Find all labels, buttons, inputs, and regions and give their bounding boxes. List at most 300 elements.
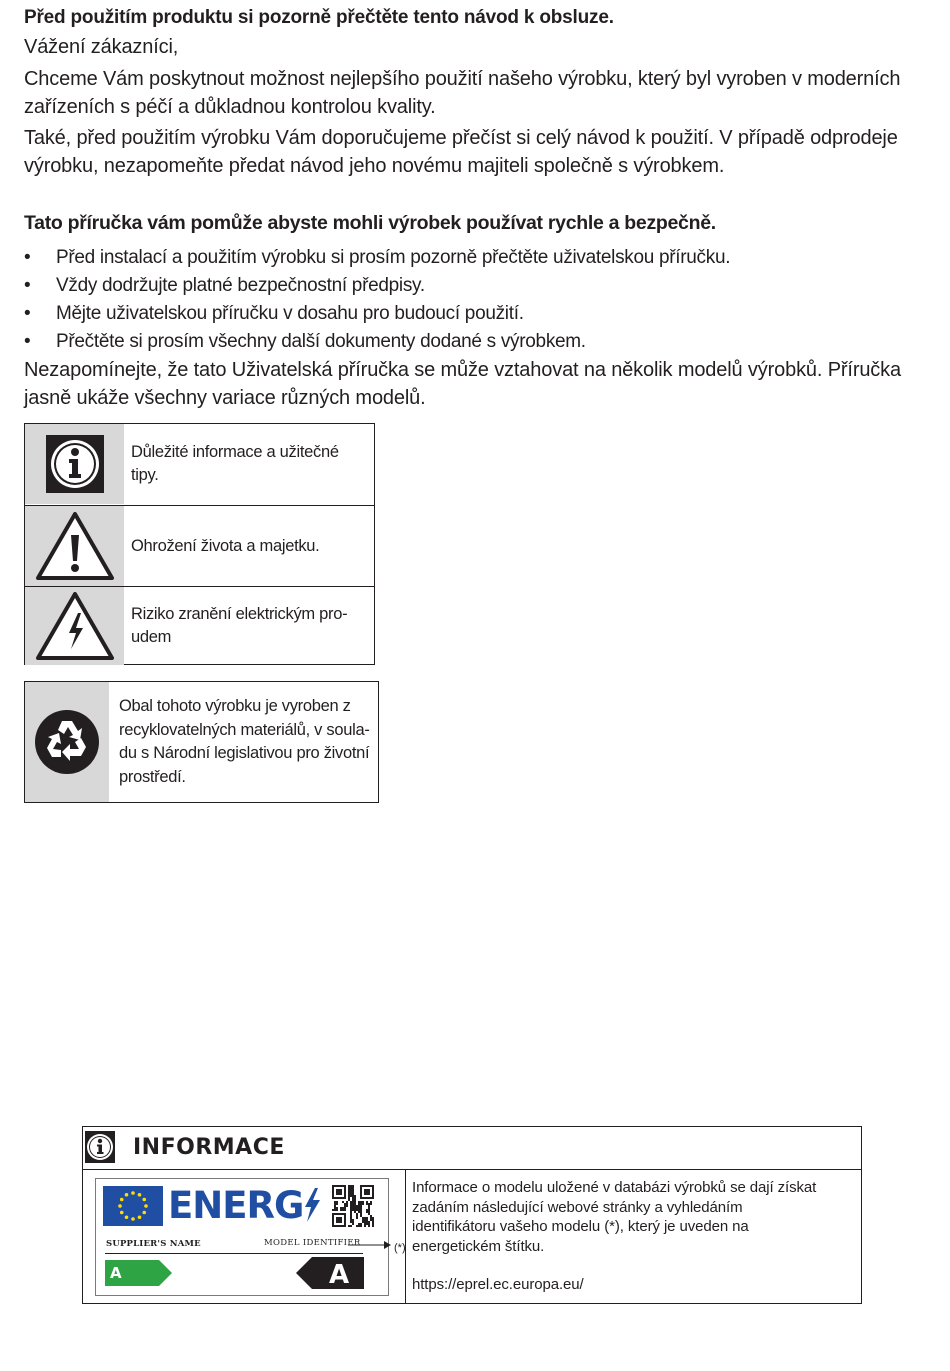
eu-star: [131, 1191, 135, 1195]
qr-module: [338, 1189, 340, 1191]
qr-module: [342, 1185, 344, 1187]
qr-module: [334, 1185, 336, 1187]
qr-module: [340, 1213, 342, 1215]
eu-star: [142, 1211, 146, 1215]
qr-module: [356, 1215, 358, 1217]
qr-module: [362, 1217, 364, 1219]
qr-module: [356, 1225, 358, 1227]
energy-class-arrow-right: [296, 1257, 364, 1289]
symbol-description: Ohrožení života a majetku.: [131, 536, 320, 555]
qr-module: [342, 1213, 344, 1215]
qr-module: [350, 1193, 352, 1195]
eprel-link[interactable]: https://eprel.ec.europa.eu/: [412, 1276, 584, 1293]
text-line: Chceme Vám poskytnout možnost nejlepšího použití našeho výrobku, který byl vyroben v moderních: [24, 68, 901, 90]
text-line: Obal tohoto výrobku je vyroben z: [119, 697, 351, 715]
qr-module: [336, 1213, 338, 1215]
info-icon: [85, 1131, 115, 1163]
qr-module: [348, 1197, 350, 1199]
arrow-right-icon: [348, 1240, 392, 1250]
qr-module: [332, 1185, 334, 1187]
qr-module: [354, 1201, 356, 1203]
qr-module: [352, 1195, 354, 1197]
qr-module: [332, 1193, 334, 1195]
supplier-name-label: SUPPLIER'S NAME: [106, 1239, 201, 1249]
qr-module: [360, 1189, 362, 1191]
symbol-row-electric: [25, 586, 374, 665]
qr-module: [352, 1191, 354, 1193]
lightning-icon: [303, 1188, 321, 1222]
qr-module: [360, 1205, 362, 1207]
qr-module: [340, 1209, 342, 1211]
qr-module: [344, 1197, 346, 1199]
qr-module: [336, 1191, 338, 1193]
model-identifier-label: MODEL IDENTIFIER: [264, 1238, 361, 1248]
qr-module: [352, 1185, 354, 1187]
qr-module: [366, 1185, 368, 1187]
qr-module: [340, 1207, 342, 1209]
qr-module: [342, 1209, 344, 1211]
qr-module: [364, 1223, 366, 1225]
text-line: Také, před použitím výrobku Vám doporučujeme přečíst si celý návod k použití. V případě odprodeje: [24, 127, 898, 149]
symbols-table: [24, 423, 375, 665]
qr-module: [368, 1211, 370, 1213]
qr-module: [338, 1221, 340, 1223]
qr-module: [360, 1215, 362, 1217]
qr-module: [364, 1217, 366, 1219]
qr-module: [336, 1189, 338, 1191]
qr-module: [360, 1223, 362, 1225]
qr-module: [360, 1193, 362, 1195]
qr-module: [358, 1225, 360, 1227]
energy-class-right: A: [329, 1260, 350, 1289]
qr-module: [336, 1219, 338, 1221]
qr-module: [364, 1193, 366, 1195]
qr-module: [362, 1221, 364, 1223]
qr-module: [334, 1197, 336, 1199]
qr-module: [372, 1187, 374, 1189]
qr-module: [338, 1217, 340, 1219]
qr-module: [360, 1207, 362, 1209]
qr-module: [354, 1199, 356, 1201]
qr-module: [332, 1225, 334, 1227]
qr-module: [354, 1205, 356, 1207]
qr-module: [332, 1223, 334, 1225]
qr-module: [332, 1195, 334, 1197]
list-item: • Před instalací a použitím výrobku si prosím pozorně přečtěte uživatelskou příručku.: [24, 244, 730, 272]
qr-module: [334, 1225, 336, 1227]
qr-module: [340, 1191, 342, 1193]
qr-module: [348, 1199, 350, 1201]
qr-module: [356, 1209, 358, 1211]
qr-module: [348, 1185, 350, 1187]
qr-module: [342, 1225, 344, 1227]
qr-module: [350, 1225, 352, 1227]
qr-module: [336, 1193, 338, 1195]
energy-label: [95, 1178, 406, 1296]
qr-module: [338, 1225, 340, 1227]
qr-module: [368, 1221, 370, 1223]
qr-module: [344, 1225, 346, 1227]
list-item: • Vždy dodržujte platné bezpečnostní předpisy.: [24, 272, 730, 300]
qr-module: [348, 1193, 350, 1195]
qr-code-icon: [332, 1185, 374, 1227]
symbol-row-warning: [25, 505, 374, 586]
qr-module: [364, 1219, 366, 1221]
qr-module: [358, 1211, 360, 1213]
qr-module: [350, 1219, 352, 1221]
qr-module: [344, 1215, 346, 1217]
qr-module: [354, 1195, 356, 1197]
qr-module: [364, 1197, 366, 1199]
qr-module: [372, 1193, 374, 1195]
qr-module: [372, 1217, 374, 1219]
qr-module: [352, 1189, 354, 1191]
qr-module: [360, 1187, 362, 1189]
qr-module: [352, 1205, 354, 1207]
qr-module: [338, 1185, 340, 1187]
qr-module: [338, 1191, 340, 1193]
qr-module: [352, 1197, 354, 1199]
qr-module: [336, 1201, 338, 1203]
qr-module: [366, 1217, 368, 1219]
qr-module: [360, 1203, 362, 1205]
qr-module: [338, 1193, 340, 1195]
qr-module: [352, 1207, 354, 1209]
qr-module: [352, 1209, 354, 1211]
text-line: energetickém štítku.: [412, 1237, 545, 1255]
qr-module: [372, 1197, 374, 1199]
qr-module: [350, 1185, 352, 1187]
qr-module: [366, 1197, 368, 1199]
qr-module: [356, 1207, 358, 1209]
guide-heading: Tato příručka vám pomůže abyste mohli výrobek používat rychle a bezpečně.: [24, 212, 716, 234]
qr-module: [346, 1201, 348, 1203]
eu-star: [138, 1193, 142, 1197]
qr-module: [368, 1209, 370, 1211]
qr-module: [368, 1203, 370, 1205]
qr-module: [350, 1203, 352, 1205]
qr-module: [360, 1225, 362, 1227]
qr-module: [344, 1209, 346, 1211]
qr-module: [354, 1211, 356, 1213]
qr-module: [336, 1209, 338, 1211]
qr-module: [332, 1187, 334, 1189]
qr-module: [366, 1221, 368, 1223]
qr-module: [338, 1197, 340, 1199]
information-header: [83, 1127, 861, 1170]
qr-module: [372, 1225, 374, 1227]
qr-module: [352, 1221, 354, 1223]
qr-module: [344, 1217, 346, 1219]
qr-module: [352, 1219, 354, 1221]
qr-module: [342, 1201, 344, 1203]
qr-module: [372, 1185, 374, 1187]
qr-module: [368, 1193, 370, 1195]
qr-module: [338, 1219, 340, 1221]
qr-module: [372, 1191, 374, 1193]
qr-module: [360, 1209, 362, 1211]
qr-module: [332, 1221, 334, 1223]
qr-module: [370, 1219, 372, 1221]
qr-module: [350, 1187, 352, 1189]
energy-class-arrow-left: [105, 1260, 173, 1286]
qr-module: [350, 1209, 352, 1211]
qr-module: [366, 1203, 368, 1205]
eu-star: [144, 1204, 148, 1208]
information-title: INFORMACE: [133, 1135, 285, 1160]
qr-module: [360, 1195, 362, 1197]
qr-module: [354, 1209, 356, 1211]
qr-module: [368, 1207, 370, 1209]
qr-module: [360, 1213, 362, 1215]
intro-paragraph-1: [24, 65, 904, 121]
qr-module: [362, 1219, 364, 1221]
qr-module: [368, 1205, 370, 1207]
qr-module: [368, 1185, 370, 1187]
model-marker: (*): [394, 1242, 406, 1254]
qr-module: [360, 1197, 362, 1199]
qr-module: [344, 1195, 346, 1197]
text-line: zadáním následující webové stránky a vyhledáním: [412, 1198, 743, 1216]
text-line: Informace o modelu uložené v databázi výrobků se dají získat: [412, 1179, 817, 1196]
eu-star: [142, 1198, 146, 1202]
qr-module: [334, 1203, 336, 1205]
qr-module: [350, 1213, 352, 1215]
qr-module: [332, 1219, 334, 1221]
text-line: prostředí.: [119, 767, 186, 786]
qr-module: [344, 1223, 346, 1225]
qr-module: [340, 1193, 342, 1195]
qr-module: [332, 1213, 334, 1215]
qr-module: [364, 1185, 366, 1187]
qr-module: [332, 1215, 334, 1217]
qr-module: [346, 1205, 348, 1207]
qr-module: [336, 1203, 338, 1205]
qr-module: [366, 1219, 368, 1221]
text-line: recyklovatelných materiálů, v soula-: [119, 720, 370, 739]
qr-module: [350, 1215, 352, 1217]
qr-module: [368, 1197, 370, 1199]
qr-module: [358, 1203, 360, 1205]
qr-module: [348, 1195, 350, 1197]
qr-module: [368, 1225, 370, 1227]
eu-star: [118, 1204, 122, 1208]
information-text: [412, 1178, 852, 1295]
qr-module: [368, 1191, 370, 1193]
list-item: • Přečtěte si prosím všechny další dokumenty dodané s výrobkem.: [24, 328, 730, 356]
qr-module: [352, 1201, 354, 1203]
qr-module: [340, 1185, 342, 1187]
symbol-description: Důležité informace a užitečné tipy.: [131, 443, 339, 484]
qr-module: [332, 1197, 334, 1199]
info-icon: [25, 424, 124, 504]
qr-module: [348, 1187, 350, 1189]
qr-module: [362, 1185, 364, 1187]
text-line: du s Národní legislativou pro životní: [119, 744, 370, 762]
qr-module: [366, 1211, 368, 1213]
qr-module: [370, 1201, 372, 1203]
recycle-icon: [25, 682, 109, 802]
qr-module: [344, 1187, 346, 1189]
qr-module: [344, 1193, 346, 1195]
qr-module: [366, 1189, 368, 1191]
qr-module: [358, 1207, 360, 1209]
qr-module: [372, 1189, 374, 1191]
qr-module: [364, 1221, 366, 1223]
qr-module: [360, 1191, 362, 1193]
eu-star: [125, 1215, 129, 1219]
qr-module: [356, 1213, 358, 1215]
qr-module: [336, 1217, 338, 1219]
qr-module: [344, 1207, 346, 1209]
list-item: • Mějte uživatelskou příručku v dosahu pro budoucí použití.: [24, 300, 730, 328]
qr-module: [358, 1223, 360, 1225]
text-line: Nezapomínejte, že tato Uživatelská příručka se může vztahovat na několik modelů výrobků. Příručka: [24, 359, 901, 381]
qr-module: [350, 1191, 352, 1193]
symbol-description: [119, 682, 374, 802]
qr-module: [346, 1203, 348, 1205]
qr-module: [372, 1221, 374, 1223]
qr-module: [354, 1203, 356, 1205]
qr-module: [334, 1201, 336, 1203]
eu-star: [120, 1211, 124, 1215]
qr-module: [362, 1201, 364, 1203]
energy-label-word: ENERG: [168, 1184, 321, 1228]
text-line: udem: [131, 628, 172, 646]
eu-star: [125, 1193, 129, 1197]
qr-module: [364, 1189, 366, 1191]
qr-module: [372, 1195, 374, 1197]
text-line: jasně ukáže všechny variace různých modelů.: [24, 387, 426, 409]
qr-module: [366, 1193, 368, 1195]
qr-module: [358, 1209, 360, 1211]
qr-module: [340, 1189, 342, 1191]
text-line: Riziko zranění elektrickým pro-: [131, 605, 348, 623]
qr-module: [358, 1205, 360, 1207]
qr-module: [340, 1219, 342, 1221]
qr-module: [342, 1207, 344, 1209]
qr-module: [340, 1225, 342, 1227]
qr-module: [348, 1225, 350, 1227]
qr-module: [336, 1197, 338, 1199]
guide-bullet-list: [24, 244, 730, 356]
qr-module: [334, 1209, 336, 1211]
qr-module: [344, 1219, 346, 1221]
qr-module: [372, 1219, 374, 1221]
qr-module: [350, 1205, 352, 1207]
qr-module: [334, 1205, 336, 1207]
qr-module: [370, 1203, 372, 1205]
eu-star: [138, 1215, 142, 1219]
qr-module: [332, 1191, 334, 1193]
qr-module: [332, 1189, 334, 1191]
qr-module: [334, 1213, 336, 1215]
qr-module: [336, 1207, 338, 1209]
qr-module: [358, 1201, 360, 1203]
qr-module: [344, 1213, 346, 1215]
label-divider: [105, 1253, 363, 1254]
qr-module: [354, 1197, 356, 1199]
qr-module: [350, 1211, 352, 1213]
models-note: [24, 356, 904, 412]
qr-module: [366, 1201, 368, 1203]
qr-module: [344, 1189, 346, 1191]
eu-flag-icon: [103, 1186, 163, 1226]
qr-module: [336, 1221, 338, 1223]
qr-module: [366, 1209, 368, 1211]
qr-module: [372, 1223, 374, 1225]
qr-module: [352, 1187, 354, 1189]
qr-module: [350, 1207, 352, 1209]
qr-module: [356, 1205, 358, 1207]
qr-module: [370, 1185, 372, 1187]
greeting: Vážení zákazníci,: [24, 36, 179, 58]
qr-module: [344, 1185, 346, 1187]
qr-module: [352, 1199, 354, 1201]
qr-module: [336, 1185, 338, 1187]
qr-module: [356, 1217, 358, 1219]
recycling-notice: [24, 681, 379, 803]
warning-icon: [25, 506, 124, 586]
qr-module: [370, 1197, 372, 1199]
qr-module: [348, 1189, 350, 1191]
qr-module: [352, 1223, 354, 1225]
qr-module: [348, 1191, 350, 1193]
qr-module: [342, 1197, 344, 1199]
information-box: [82, 1126, 862, 1304]
qr-module: [338, 1213, 340, 1215]
qr-module: [350, 1201, 352, 1203]
text-line: zařízeních s péčí a důkladnou kontrolou kvality.: [24, 96, 436, 118]
energy-class-left: A: [110, 1264, 122, 1282]
qr-module: [332, 1209, 334, 1211]
qr-module: [344, 1191, 346, 1193]
qr-module: [368, 1223, 370, 1225]
qr-module: [336, 1225, 338, 1227]
qr-module: [344, 1203, 346, 1205]
eu-star: [131, 1217, 135, 1221]
intro-paragraph-2: [24, 124, 904, 180]
qr-module: [350, 1221, 352, 1223]
qr-module: [368, 1189, 370, 1191]
qr-module: [360, 1185, 362, 1187]
eu-star: [120, 1198, 124, 1202]
symbol-description: [131, 587, 369, 665]
qr-module: [354, 1207, 356, 1209]
text-line: identifikátoru vašeho modelu (*), který je uveden na: [412, 1218, 749, 1235]
qr-module: [334, 1207, 336, 1209]
qr-module: [350, 1195, 352, 1197]
qr-module: [352, 1193, 354, 1195]
qr-module: [340, 1221, 342, 1223]
qr-module: [362, 1203, 364, 1205]
qr-module: [340, 1197, 342, 1199]
qr-module: [364, 1225, 366, 1227]
qr-module: [350, 1217, 352, 1219]
qr-module: [370, 1217, 372, 1219]
qr-module: [368, 1213, 370, 1215]
symbol-row-info: [25, 424, 374, 504]
qr-module: [340, 1217, 342, 1219]
qr-module: [344, 1221, 346, 1223]
qr-module: [370, 1215, 372, 1217]
qr-module: [360, 1211, 362, 1213]
qr-module: [364, 1191, 366, 1193]
energy-label-area: [83, 1170, 406, 1303]
qr-module: [350, 1189, 352, 1191]
qr-module: [332, 1217, 334, 1219]
qr-module: [366, 1223, 368, 1225]
